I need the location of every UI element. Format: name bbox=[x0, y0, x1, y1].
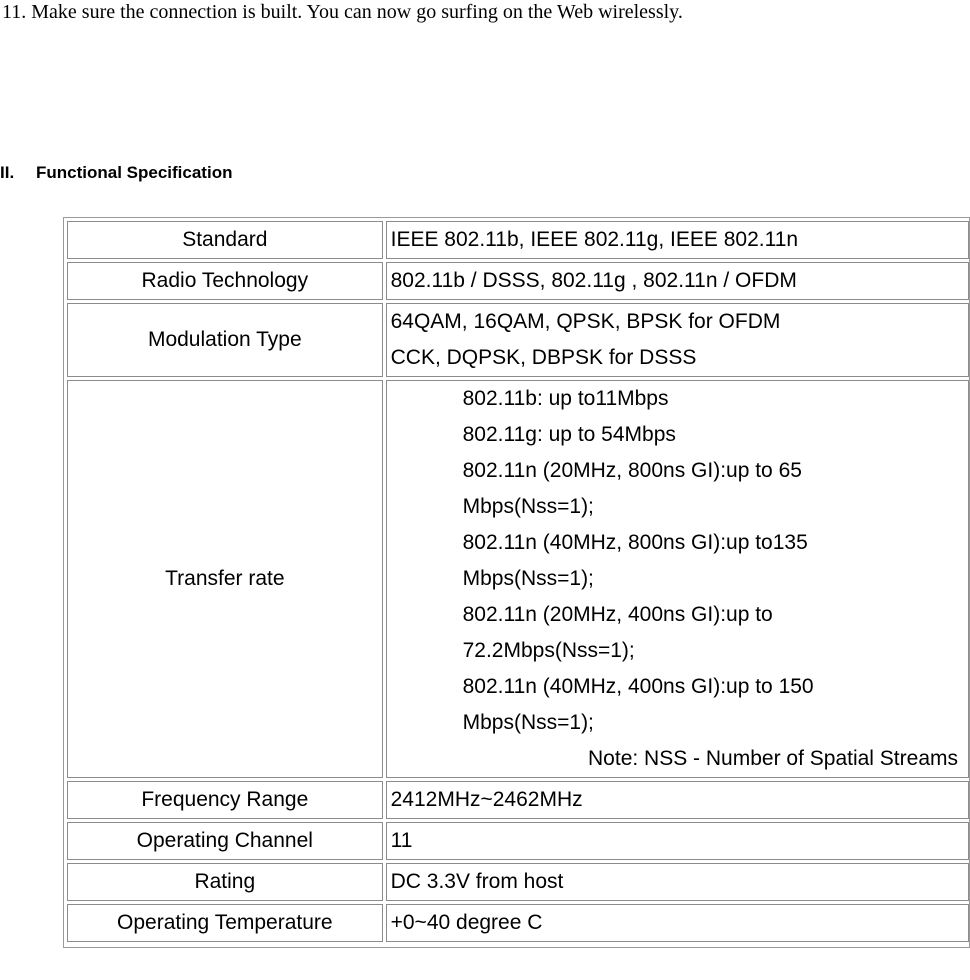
table-row bbox=[67, 822, 969, 860]
spec-value-line: Mbps(Nss=1); bbox=[462, 711, 594, 734]
spec-value-modulation-type bbox=[386, 303, 969, 377]
section-title: Functional Specification bbox=[36, 163, 233, 182]
spec-value-line: 802.11n (20MHz, 800ns GI):up to 65 bbox=[462, 459, 802, 482]
spec-value-operating-temperature: +0~40 degree C bbox=[386, 904, 969, 942]
spec-label-operating-temperature: Operating Temperature bbox=[67, 904, 383, 942]
spec-table bbox=[67, 218, 969, 945]
table-row bbox=[67, 380, 969, 778]
spec-value-line: 802.11n (20MHz, 400ns GI):up to bbox=[462, 603, 773, 626]
spec-note: Note: NSS - Number of Spatial Streams bbox=[588, 747, 958, 770]
spec-value-transfer-rate bbox=[386, 380, 969, 778]
section-heading bbox=[0, 162, 232, 184]
spec-label-standard: Standard bbox=[67, 221, 383, 259]
spec-value-radio-technology: 802.11b / DSSS, 802.11g , 802.11n / OFDM bbox=[386, 262, 969, 300]
table-row bbox=[67, 781, 969, 819]
step-instruction: 11. Make sure the connection is built. You can now go surfing on the Web wirelessly. bbox=[2, 1, 683, 23]
table-row bbox=[67, 221, 969, 259]
spec-label-transfer-rate: Transfer rate bbox=[67, 380, 383, 778]
spec-value-frequency-range: 2412MHz~2462MHz bbox=[386, 781, 969, 819]
spec-value-line: 802.11n (40MHz, 800ns GI):up to135 bbox=[462, 531, 808, 554]
section-number: II. bbox=[0, 163, 15, 182]
table-row bbox=[67, 863, 969, 901]
spec-label-frequency-range: Frequency Range bbox=[67, 781, 383, 819]
spec-label-operating-channel: Operating Channel bbox=[67, 822, 383, 860]
spec-value-line: Mbps(Nss=1); bbox=[462, 495, 594, 518]
spec-label-rating: Rating bbox=[67, 863, 383, 901]
spec-value-rating: DC 3.3V from host bbox=[386, 863, 969, 901]
spec-value-line: 64QAM, 16QAM, QPSK, BPSK for OFDM bbox=[390, 310, 781, 333]
spec-value-standard: IEEE 802.11b, IEEE 802.11g, IEEE 802.11n bbox=[386, 221, 969, 259]
spec-label-radio-technology: Radio Technology bbox=[67, 262, 383, 300]
spec-value-line: 802.11g: up to 54Mbps bbox=[462, 423, 676, 446]
spec-value-operating-channel: 11 bbox=[386, 822, 969, 860]
spec-value-line: 802.11b: up to11Mbps bbox=[462, 387, 669, 410]
table-row bbox=[67, 262, 969, 300]
spec-value-line: CCK, DQPSK, DBPSK for DSSS bbox=[390, 346, 697, 369]
spec-value-line: 802.11n (40MHz, 400ns GI):up to 150 bbox=[462, 675, 814, 698]
spec-value-line: Mbps(Nss=1); bbox=[462, 567, 594, 590]
table-row bbox=[67, 904, 969, 942]
spec-value-line: 72.2Mbps(Nss=1); bbox=[462, 639, 635, 662]
table-row bbox=[67, 303, 969, 377]
spec-table-container bbox=[63, 217, 970, 948]
spec-label-modulation-type: Modulation Type bbox=[67, 303, 383, 377]
